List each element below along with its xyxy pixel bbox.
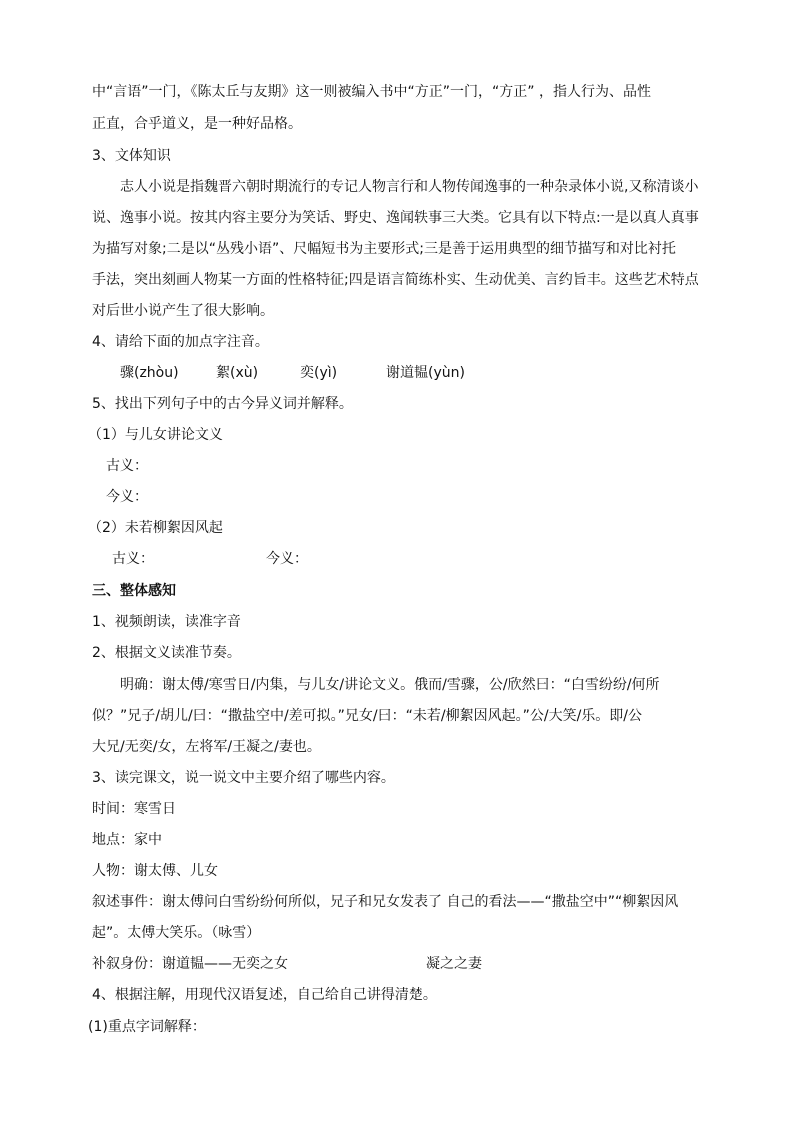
pinyin-item: 絮(xù) [216, 365, 259, 381]
section-heading-overview: 三、整体感知 [92, 583, 176, 599]
section-heading-genre: 3、文体知识 [92, 148, 171, 164]
sub-question: （1）与儿女讲论文义 [88, 427, 223, 443]
paragraph-line: 说、逸事小说。按其内容主要分为笑话、野史、逸闻轶事三大类。它具有以下特点:一是以真人真事 [92, 210, 699, 226]
answer-label-ancient: 古义： [112, 551, 154, 567]
paragraph-line: 手法，突出刻画人物某一方面的性格特征;四是语言简练朴实、生动优美、言约旨丰。这些艺术特点 [92, 272, 699, 288]
answer-label-ancient: 古义： [106, 458, 148, 474]
info-people: 人物：谢太傅、儿女 [92, 863, 218, 879]
info-event: 叙述事件：谢太傅问白雪纷纷何所似，兄子和兄女发表了 自己的看法——“撒盐空中”“柳絮因风 [92, 894, 679, 910]
info-event-cont: 起”。太傅大笑乐。（咏雪） [92, 925, 261, 941]
step-line: 2、根据文义读准节奏。 [92, 645, 241, 661]
pinyin-item: 谢道韫(yùn) [386, 365, 465, 381]
paragraph-line: 大兄/无奕/女，左将军/王凝之/妻也。 [92, 739, 321, 755]
paragraph-line: 为描写对象;二是以“丛残小语”、尺幅短书为主要形式;三是善于运用典型的细节描写和对比衬托 [92, 241, 676, 257]
paragraph-line: 正直，合乎道义，是一种好品格。 [92, 116, 302, 132]
step-line: 3、读完课文，说一说文中主要介绍了哪些内容。 [92, 770, 395, 786]
question-pronunciation: 4、请给下面的加点字注音。 [92, 334, 269, 350]
question-word-meaning: 5、找出下列句子中的古今异义词并解释。 [92, 396, 353, 412]
info-time: 时间：寒雪日 [92, 801, 176, 817]
info-place: 地点：家中 [92, 832, 162, 848]
paragraph-line: 明确：谢太傅/寒雪日/内集，与儿女/讲论文义。俄而/雪骤，公/欣然曰：“白雪纷纷/何所 [120, 677, 660, 693]
pinyin-item: 奕(yì) [300, 365, 338, 381]
answer-label-modern: 今义： [266, 551, 308, 567]
answer-label-modern: 今义： [106, 489, 148, 505]
pinyin-item: 骤(zhòu) [120, 365, 179, 381]
info-identity-extra: 凝之之妻 [426, 956, 482, 972]
step-line: 1、视频朗读，读准字音 [92, 614, 241, 630]
sub-heading-keywords: (1)重点字词解释： [88, 1019, 206, 1035]
paragraph-line: 似？”兄子/胡儿/曰：“撒盐空中/差可拟。”兄女/曰：“未若/柳絮因风起。”公/大笑/乐。即/公 [92, 708, 642, 724]
info-identity: 补叙身份：谢道韫——无奕之女 [92, 956, 288, 972]
step-line: 4、根据注解，用现代汉语复述，自己给自己讲得清楚。 [92, 987, 437, 1003]
paragraph-line: 志人小说是指魏晋六朝时期流行的专记人物言行和人物传闻逸事的一种杂录体小说,又称清谈小 [120, 179, 699, 195]
paragraph-line: 中“言语”一门，《陈太丘与友期》这一则被编入书中“方正”一门，“方正” ，指人行为、品性 [92, 84, 651, 100]
paragraph-line: 对后世小说产生了很大影响。 [92, 303, 274, 319]
sub-question: （2）未若柳絮因风起 [88, 520, 223, 536]
